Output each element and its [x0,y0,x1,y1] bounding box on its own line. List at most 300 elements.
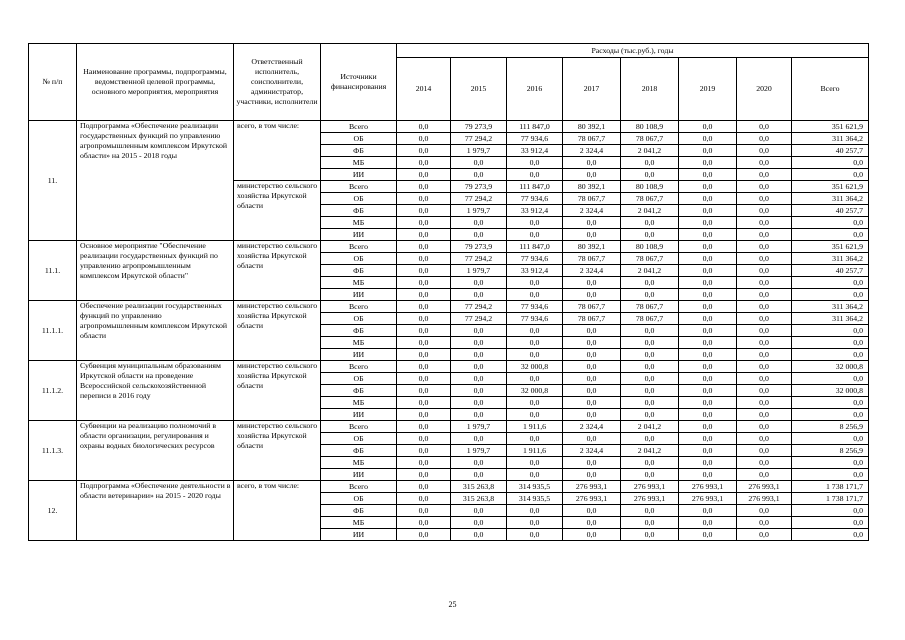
row-value: 80 108,9 [621,241,679,253]
row-value: 0,0 [679,397,737,409]
row-total: 32 000,8 [792,361,869,373]
row-total: 0,0 [792,397,869,409]
row-value: 0,0 [507,289,563,301]
row-value: 0,0 [737,457,792,469]
row-total: 0,0 [792,373,869,385]
header-expenses: Расходы (тыс.руб.), годы [397,44,869,58]
row-value: 0,0 [563,361,621,373]
row-value: 78 067,7 [621,301,679,313]
row-value: 0,0 [679,337,737,349]
row-value: 0,0 [737,289,792,301]
row-total: 351 621,9 [792,241,869,253]
row-value: 0,0 [397,397,451,409]
row-source: ФБ [321,445,397,457]
header-year: 2020 [737,58,792,121]
row-value: 0,0 [737,325,792,337]
row-value: 0,0 [507,433,563,445]
row-value: 0,0 [679,157,737,169]
row-code: 12. [29,481,77,541]
row-source: ОБ [321,193,397,205]
row-value: 0,0 [679,421,737,433]
row-source: ФБ [321,385,397,397]
row-value: 77 294,2 [451,133,507,145]
row-value: 0,0 [397,445,451,457]
row-value: 80 108,9 [621,181,679,193]
header-source: Источники финансирования [321,44,397,121]
row-value: 0,0 [737,409,792,421]
row-source: Всего [321,301,397,313]
row-value: 0,0 [737,193,792,205]
table-row [29,481,869,493]
row-total: 0,0 [792,505,869,517]
row-value: 0,0 [679,373,737,385]
row-value: 77 294,2 [451,301,507,313]
row-total: 0,0 [792,529,869,541]
row-value: 276 993,1 [563,481,621,493]
row-value: 0,0 [679,325,737,337]
row-value: 0,0 [679,361,737,373]
row-value: 0,0 [507,505,563,517]
row-value: 0,0 [621,217,679,229]
row-executor: министерство сельского хозяйства Иркутской области [234,421,321,481]
row-value: 0,0 [679,433,737,445]
row-value: 0,0 [563,385,621,397]
row-value: 0,0 [507,373,563,385]
row-value: 0,0 [737,205,792,217]
row-name: Субвенция муниципальным образованиям Иркутской области на проведение Всероссийской сельскохозяйственной переписи в 2016 году [77,361,234,421]
row-value: 0,0 [679,313,737,325]
row-value: 0,0 [563,397,621,409]
row-value: 0,0 [563,337,621,349]
header-year: 2016 [507,58,563,121]
row-name: Подпрограмма «Обеспечение реализации государственных функций по управлению агропромышленным комплексом Иркутской области» на 2015 - 2018 годы [77,121,234,241]
row-total: 0,0 [792,337,869,349]
row-value: 0,0 [507,397,563,409]
row-total: 8 256,9 [792,445,869,457]
row-total: 1 738 171,7 [792,493,869,505]
row-executor: всего, в том числе: [234,481,321,541]
row-value: 0,0 [679,241,737,253]
row-value: 0,0 [737,157,792,169]
row-executor: министерство сельского хозяйства Иркутской области [234,361,321,421]
row-value: 0,0 [679,301,737,313]
row-value: 77 934,6 [507,253,563,265]
row-value: 0,0 [563,505,621,517]
row-value: 0,0 [679,517,737,529]
row-value: 78 067,7 [621,193,679,205]
row-value: 0,0 [737,373,792,385]
row-value: 0,0 [451,361,507,373]
row-executor: всего, в том числе: [234,121,321,181]
row-value: 0,0 [621,169,679,181]
row-value: 0,0 [737,469,792,481]
row-value: 0,0 [451,157,507,169]
header-year: 2018 [621,58,679,121]
row-value: 0,0 [397,229,451,241]
row-executor: министерство сельского хозяйства Иркутской области [234,181,321,241]
row-total: 1 738 171,7 [792,481,869,493]
row-value: 0,0 [679,289,737,301]
table-row [29,361,869,373]
row-source: ФБ [321,325,397,337]
row-value: 0,0 [451,217,507,229]
row-value: 0,0 [451,433,507,445]
row-source: Всего [321,181,397,193]
row-source: ОБ [321,493,397,505]
row-value: 0,0 [451,169,507,181]
table-row [29,121,869,133]
row-value: 0,0 [621,325,679,337]
row-value: 0,0 [621,433,679,445]
table-row [29,241,869,253]
row-value: 0,0 [737,253,792,265]
row-value: 0,0 [737,121,792,133]
row-value: 276 993,1 [563,493,621,505]
row-value: 0,0 [397,157,451,169]
row-value: 0,0 [679,469,737,481]
row-value: 0,0 [737,349,792,361]
row-value: 2 324,4 [563,421,621,433]
header-executor: Ответственный исполнитель, соисполнители, администратор, участники, исполнители [234,44,321,121]
page-number: 25 [448,600,457,609]
row-value: 0,0 [563,529,621,541]
row-value: 0,0 [451,409,507,421]
row-total: 351 621,9 [792,121,869,133]
row-source: МБ [321,517,397,529]
row-value: 0,0 [397,217,451,229]
row-value: 0,0 [563,349,621,361]
row-value: 0,0 [737,265,792,277]
row-value: 0,0 [451,373,507,385]
row-value: 77 934,6 [507,301,563,313]
row-value: 0,0 [507,409,563,421]
row-value: 0,0 [621,289,679,301]
row-value: 2 324,4 [563,265,621,277]
row-source: МБ [321,457,397,469]
row-value: 1 911,6 [507,445,563,457]
row-value: 0,0 [507,277,563,289]
row-total: 0,0 [792,469,869,481]
table-body [29,121,869,541]
row-value: 77 294,2 [451,313,507,325]
row-value: 0,0 [397,181,451,193]
row-source: МБ [321,337,397,349]
row-value: 78 067,7 [563,301,621,313]
row-value: 2 041,2 [621,445,679,457]
row-value: 315 263,8 [451,493,507,505]
header-year: 2015 [451,58,507,121]
row-total: 311 364,2 [792,133,869,145]
row-value: 0,0 [451,397,507,409]
row-value: 0,0 [679,253,737,265]
row-value: 1 979,7 [451,145,507,157]
row-value: 0,0 [397,469,451,481]
row-total: 40 257,7 [792,145,869,157]
row-value: 0,0 [679,217,737,229]
row-value: 0,0 [621,469,679,481]
row-total: 0,0 [792,157,869,169]
row-value: 77 294,2 [451,193,507,205]
header-year: 2017 [563,58,621,121]
row-value: 0,0 [679,277,737,289]
row-value: 0,0 [563,325,621,337]
row-value: 0,0 [563,409,621,421]
row-total: 0,0 [792,217,869,229]
row-value: 0,0 [397,301,451,313]
row-value: 111 847,0 [507,181,563,193]
row-source: ФБ [321,505,397,517]
row-value: 78 067,7 [621,133,679,145]
row-value: 0,0 [679,265,737,277]
header-num: № п/п [29,44,77,121]
row-value: 0,0 [451,337,507,349]
row-total: 311 364,2 [792,313,869,325]
row-total: 8 256,9 [792,421,869,433]
row-value: 314 935,5 [507,493,563,505]
row-value: 0,0 [397,349,451,361]
row-value: 0,0 [737,433,792,445]
row-value: 0,0 [737,145,792,157]
header-total: Всего [792,58,869,121]
row-value: 0,0 [397,421,451,433]
row-value: 79 273,9 [451,121,507,133]
row-value: 0,0 [397,289,451,301]
row-value: 0,0 [737,529,792,541]
row-value: 0,0 [397,373,451,385]
row-value: 0,0 [737,217,792,229]
row-value: 80 392,1 [563,121,621,133]
row-value: 0,0 [621,517,679,529]
row-value: 0,0 [563,277,621,289]
row-value: 0,0 [397,265,451,277]
row-value: 0,0 [679,385,737,397]
row-value: 0,0 [507,469,563,481]
row-source: ОБ [321,253,397,265]
row-value: 0,0 [737,361,792,373]
row-value: 80 108,9 [621,121,679,133]
row-value: 0,0 [507,229,563,241]
row-source: МБ [321,217,397,229]
row-value: 2 041,2 [621,205,679,217]
row-value: 77 934,6 [507,193,563,205]
row-source: ОБ [321,313,397,325]
row-value: 0,0 [621,505,679,517]
row-source: ИИ [321,229,397,241]
row-value: 111 847,0 [507,121,563,133]
row-value: 33 912,4 [507,265,563,277]
row-source: МБ [321,277,397,289]
row-value: 0,0 [563,217,621,229]
row-value: 78 067,7 [563,133,621,145]
row-total: 40 257,7 [792,205,869,217]
row-value: 0,0 [621,385,679,397]
row-value: 315 263,8 [451,481,507,493]
row-value: 0,0 [679,169,737,181]
row-source: Всего [321,241,397,253]
row-value: 80 392,1 [563,241,621,253]
row-value: 0,0 [621,277,679,289]
row-value: 0,0 [737,421,792,433]
row-value: 0,0 [451,277,507,289]
row-value: 0,0 [451,469,507,481]
row-value: 33 912,4 [507,145,563,157]
row-value: 0,0 [451,457,507,469]
row-code: 11.1. [29,241,77,301]
row-name: Подпрограмма «Обеспечение деятельности в области ветеринарии» на 2015 - 2020 годы [77,481,234,541]
row-value: 0,0 [679,181,737,193]
row-value: 0,0 [563,157,621,169]
row-value: 0,0 [679,505,737,517]
row-value: 0,0 [451,229,507,241]
row-total: 0,0 [792,325,869,337]
row-source: МБ [321,397,397,409]
table-header [29,44,869,121]
row-source: ФБ [321,145,397,157]
row-code: 11.1.2. [29,361,77,421]
row-total: 351 621,9 [792,181,869,193]
row-value: 2 041,2 [621,145,679,157]
row-value: 0,0 [737,313,792,325]
row-value: 0,0 [507,529,563,541]
row-value: 276 993,1 [679,481,737,493]
row-value: 0,0 [451,289,507,301]
row-value: 0,0 [737,397,792,409]
row-value: 0,0 [397,169,451,181]
table-row [29,421,869,433]
row-source: ОБ [321,373,397,385]
row-value: 0,0 [397,325,451,337]
row-value: 0,0 [507,169,563,181]
header-year: 2019 [679,58,737,121]
row-source: ФБ [321,205,397,217]
row-total: 32 000,8 [792,385,869,397]
row-value: 0,0 [737,229,792,241]
row-value: 0,0 [737,337,792,349]
row-value: 0,0 [397,493,451,505]
row-value: 0,0 [397,505,451,517]
row-source: ИИ [321,469,397,481]
row-value: 0,0 [397,205,451,217]
row-value: 78 067,7 [621,313,679,325]
row-value: 0,0 [563,289,621,301]
row-total: 0,0 [792,457,869,469]
row-total: 0,0 [792,229,869,241]
row-value: 2 324,4 [563,445,621,457]
row-value: 0,0 [507,457,563,469]
row-code: 11.1.3. [29,421,77,481]
row-value: 0,0 [397,121,451,133]
row-value: 2 324,4 [563,205,621,217]
row-value: 0,0 [621,361,679,373]
row-value: 0,0 [679,445,737,457]
row-value: 32 000,8 [507,361,563,373]
row-value: 0,0 [451,349,507,361]
row-value: 0,0 [397,409,451,421]
row-value: 2 041,2 [621,265,679,277]
row-value: 0,0 [397,529,451,541]
row-source: ИИ [321,409,397,421]
row-value: 0,0 [563,229,621,241]
row-source: ОБ [321,433,397,445]
row-value: 0,0 [451,529,507,541]
row-value: 0,0 [737,169,792,181]
row-value: 314 935,5 [507,481,563,493]
row-total: 311 364,2 [792,193,869,205]
row-value: 0,0 [563,169,621,181]
row-value: 0,0 [737,505,792,517]
row-source: ИИ [321,349,397,361]
row-value: 0,0 [563,517,621,529]
row-total: 311 364,2 [792,253,869,265]
row-source: ИИ [321,529,397,541]
row-value: 0,0 [397,517,451,529]
table-row [29,301,869,313]
row-value: 0,0 [397,277,451,289]
row-value: 0,0 [737,445,792,457]
row-value: 0,0 [679,229,737,241]
row-source: Всего [321,121,397,133]
row-value: 0,0 [397,193,451,205]
row-value: 0,0 [737,385,792,397]
row-value: 0,0 [397,385,451,397]
row-value: 1 979,7 [451,265,507,277]
row-total: 0,0 [792,517,869,529]
row-value: 0,0 [621,409,679,421]
row-source: ИИ [321,169,397,181]
row-value: 1 911,6 [507,421,563,433]
row-value: 0,0 [737,517,792,529]
row-value: 0,0 [679,457,737,469]
row-source: ОБ [321,133,397,145]
row-value: 0,0 [397,313,451,325]
row-value: 33 912,4 [507,205,563,217]
row-value: 0,0 [621,397,679,409]
row-value: 0,0 [451,517,507,529]
row-value: 0,0 [507,337,563,349]
row-value: 1 979,7 [451,421,507,433]
row-value: 0,0 [397,133,451,145]
row-value: 0,0 [397,241,451,253]
row-value: 78 067,7 [563,253,621,265]
row-source: Всего [321,361,397,373]
row-value: 78 067,7 [563,313,621,325]
row-executor: министерство сельского хозяйства Иркутской области [234,301,321,361]
row-value: 0,0 [737,277,792,289]
row-value: 0,0 [397,337,451,349]
row-value: 0,0 [621,229,679,241]
row-value: 0,0 [679,409,737,421]
row-value: 0,0 [737,133,792,145]
row-value: 276 993,1 [679,493,737,505]
row-name: Обеспечение реализации государственных функций по управлению агропромышленным комплексом Иркутской области [77,301,234,361]
row-value: 0,0 [397,433,451,445]
row-value: 0,0 [621,349,679,361]
row-value: 0,0 [397,253,451,265]
row-total: 40 257,7 [792,265,869,277]
row-total: 0,0 [792,433,869,445]
row-value: 0,0 [397,361,451,373]
row-value: 276 993,1 [737,481,792,493]
row-value: 0,0 [679,121,737,133]
row-value: 0,0 [621,529,679,541]
row-value: 276 993,1 [621,481,679,493]
row-value: 0,0 [397,457,451,469]
row-value: 0,0 [621,373,679,385]
row-value: 111 847,0 [507,241,563,253]
row-value: 77 934,6 [507,313,563,325]
row-source: Всего [321,481,397,493]
row-value: 0,0 [679,145,737,157]
